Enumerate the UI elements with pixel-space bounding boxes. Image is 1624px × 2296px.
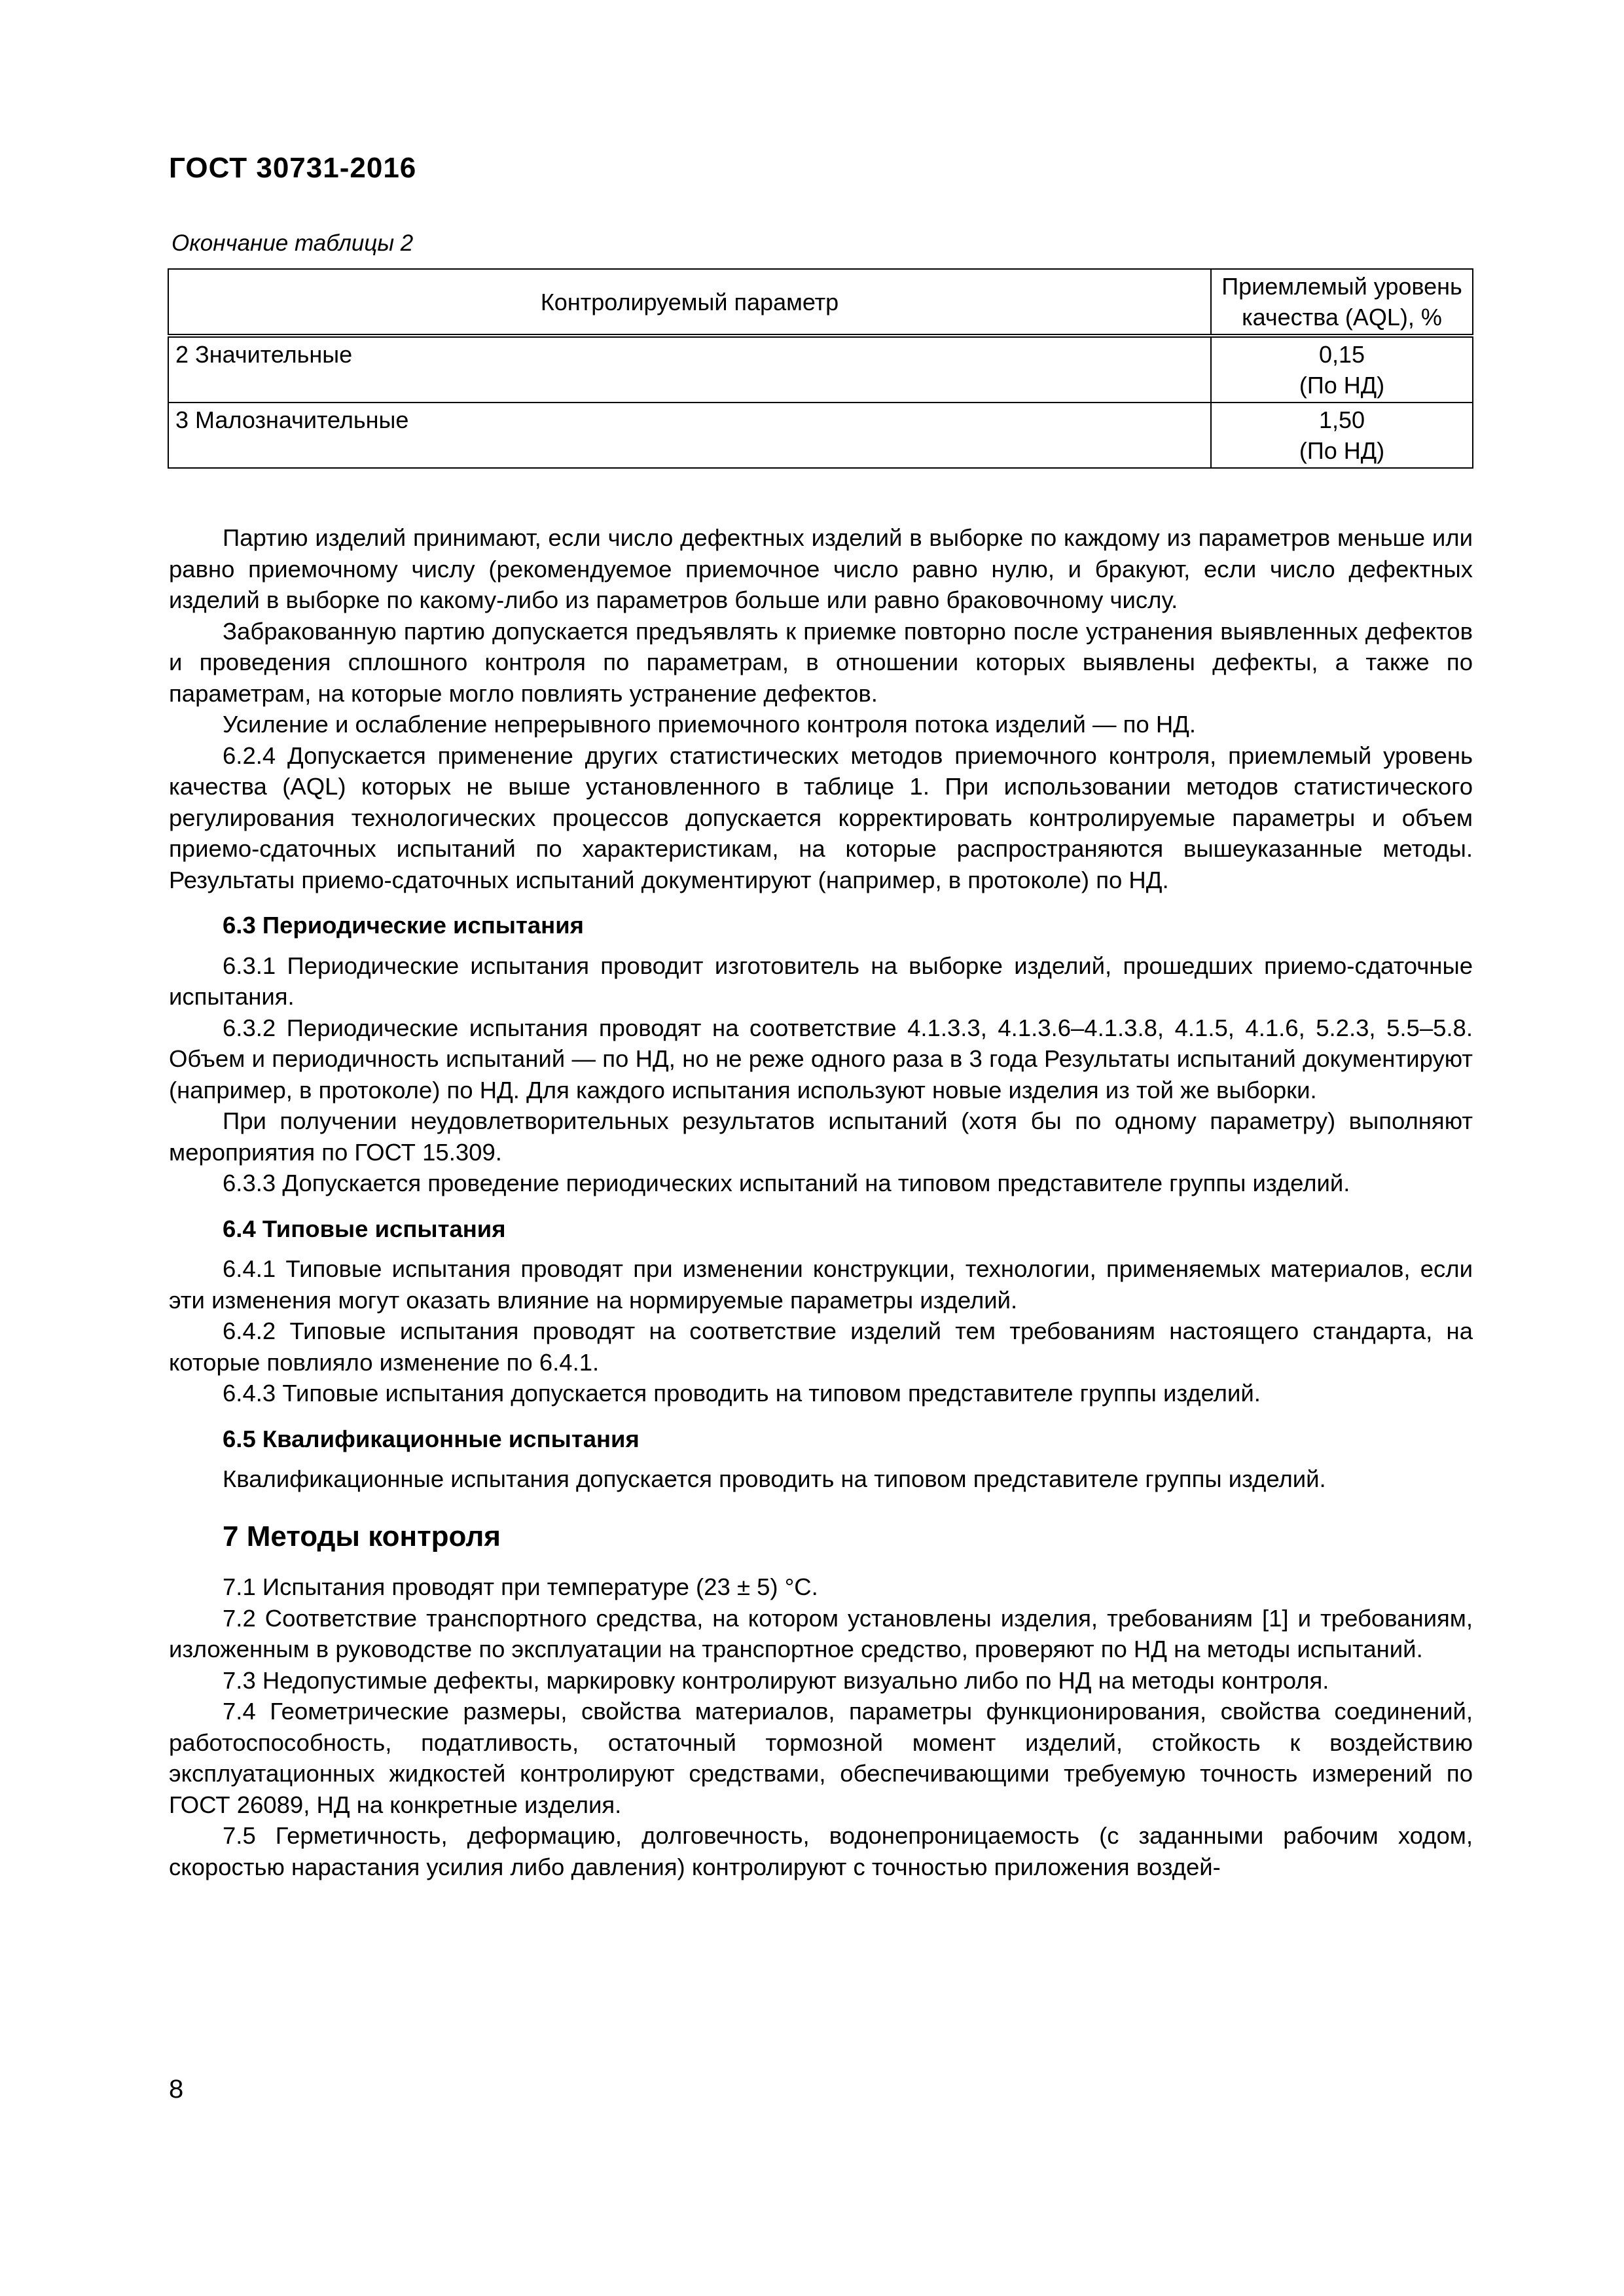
page-number: 8	[169, 2075, 184, 2104]
paragraph-6-5: Квалификационные испытания допускается проводить на типовом представителе группы изделий.	[223, 1465, 1326, 1492]
paragraph: При получении неудовлетворительных результатов испытаний (хотя бы по одному параметру) выполняют мероприятия по ГОСТ 15.309.	[169, 1107, 1473, 1166]
aql-value: 0,15	[1318, 341, 1365, 368]
table-cell-aql	[1211, 403, 1473, 468]
section-heading-7: 7 Методы контроля	[223, 1520, 501, 1552]
paragraph-6-3-1: 6.3.1 Периодические испытания проводит изготовитель на выборке изделий, прошедших приемо-сдаточные испытания.	[169, 952, 1473, 1010]
paragraph-7-3: 7.3 Недопустимые дефекты, маркировку контролируют визуально либо по НД на методы контроля.	[223, 1666, 1329, 1694]
table-row	[168, 403, 1473, 468]
section-heading-6-4: 6.4 Типовые испытания	[223, 1215, 506, 1242]
paragraph-7-5: 7.5 Герметичность, деформацию, долговечность, водонепроницаемость (с заданными рабочим ходом, скоростью нарастания усилия либо давления) контролируют с точностью приложения воздей-	[169, 1822, 1473, 1880]
paragraph-7-4: 7.4 Геометрические размеры, свойства материалов, параметры функционирования, свойства соединений, работоспособность, податливость, остаточный тормозной момент изделий, стойкость к воздействию эксплуатационных жидкостей контролируют средствами, обеспечивающими требуемую точность измерений по ГОСТ 26089, НД на конкретные изделия.	[169, 1698, 1473, 1818]
section-heading-6-5: 6.5 Квалификационные испытания	[223, 1425, 640, 1452]
column-header-aql: Приемлемый уровень качества (AQL), %	[1211, 269, 1473, 336]
paragraph-6-4-1: 6.4.1 Типовые испытания проводят при изменении конструкции, технологии, применяемых материалов, если эти изменения могут оказать влияние на нормируемые параметры изделий.	[169, 1255, 1473, 1314]
document-body	[169, 522, 1473, 1882]
table-2	[168, 268, 1473, 469]
paragraph-6-3-3: 6.3.3 Допускается проведение периодических испытаний на типовом представителе группы изделий.	[223, 1170, 1350, 1196]
table-cell-parameter: 2 Значительные	[168, 336, 1211, 403]
table-caption: Окончание таблицы 2	[171, 230, 414, 256]
table-cell-aql	[1211, 336, 1473, 403]
paragraph-6-4-3: 6.4.3 Типовые испытания допускается проводить на типовом представителе группы изделий.	[223, 1380, 1261, 1407]
column-header-parameter: Контролируемый параметр	[168, 269, 1211, 336]
aql-note: (По НД)	[1299, 437, 1385, 464]
paragraph: Усиление и ослабление непрерывного приемочного контроля потока изделий — по НД.	[223, 711, 1197, 738]
paragraph-7-2: 7.2 Соответствие транспортного средства, на котором установлены изделия, требованиям [1] и требованиям, изложенным в руководстве по эксплуатации на транспортное средство, проверяют по НД на методы испытаний.	[169, 1604, 1473, 1662]
paragraph-6-2-4: 6.2.4 Допускается применение других статистических методов приемочного контроля, приемлемый уровень качества (AQL) которых не выше установленного в таблице 1. При использовании методов статистического регулирования технологических процессов допускается корректировать контролируемые параметры и объем приемо-сдаточных испытаний по характеристикам, на которые распространяются вышеуказанные методы. Результаты приемо-сдаточных испытаний документируют (например, в протоколе) по НД.	[169, 742, 1473, 893]
paragraph: Забракованную партию допускается предъявлять к приемке повторно после устранения выявленных дефектов и проведения сплошного контроля по параметрам, в отношении которых выявлены дефекты, а также по параметрам, на которые могло повлиять устранение дефектов.	[169, 617, 1473, 707]
document-header: ГОСТ 30731-2016	[169, 152, 417, 184]
table-header-row	[168, 269, 1473, 336]
paragraph-6-3-2: 6.3.2 Периодические испытания проводят на соответствие 4.1.3.3, 4.1.3.6–4.1.3.8, 4.1.5, 4.1.6, 5.2.3, 5.5–5.8. Объем и периодичность испытаний — по НД, но не реже одного раза в 3 года Результаты испытаний документируют (например, в протоколе) по НД. Для каждого испытания используют новые изделия из той же выборки.	[169, 1014, 1473, 1103]
aql-value: 1,50	[1318, 406, 1365, 433]
table-cell-parameter: 3 Малозначительные	[168, 403, 1211, 468]
paragraph-7-1: 7.1 Испытания проводят при температуре (23 ± 5) °С.	[223, 1573, 818, 1600]
paragraph-6-4-2: 6.4.2 Типовые испытания проводят на соответствие изделий тем требованиям настоящего стандарта, на которые повлияло изменение по 6.4.1.	[169, 1318, 1473, 1376]
table-row	[168, 336, 1473, 403]
aql-note: (По НД)	[1299, 372, 1385, 399]
paragraph: Партию изделий принимают, если число дефектных изделий в выборке по каждому из параметров меньше или равно приемочному числу (рекомендуемое приемочное число равно нулю, и бракуют, если число дефектных изделий в выборке по какому-либо из параметров больше или равно браковочному числу.	[169, 524, 1473, 613]
section-heading-6-3: 6.3 Периодические испытания	[223, 912, 584, 939]
